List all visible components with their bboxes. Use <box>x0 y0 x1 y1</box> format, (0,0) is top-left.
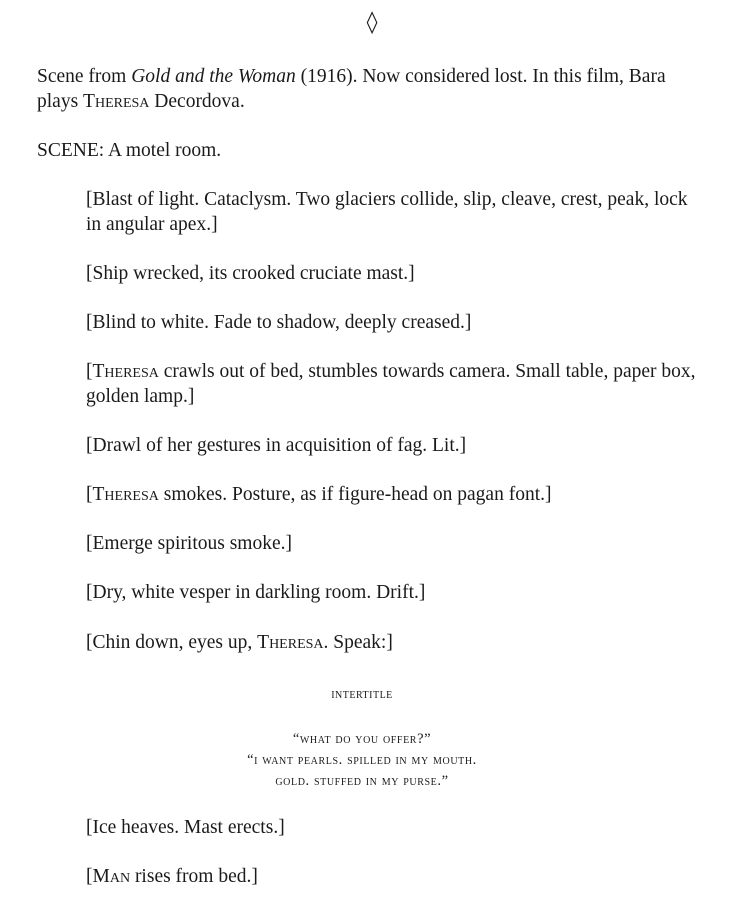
intertitle-line: “i want pearls. spilled in my mouth. <box>247 752 477 768</box>
scene-heading: SCENE: A motel room. <box>37 140 222 161</box>
stage-direction: [Man rises from bed.] <box>86 866 258 887</box>
intertitle-line: gold. stuffed in my purse.” <box>275 773 449 789</box>
stage-direction: [Emerge spiritous smoke.] <box>86 533 292 554</box>
character-name: Theresa <box>92 361 159 382</box>
stage-direction: [Ice heaves. Mast erects.] <box>86 817 285 838</box>
intro-suffix: Decordova. <box>149 90 245 112</box>
character-name: Theresa <box>83 90 150 112</box>
stage-direction: [Ship wrecked, its crooked cruciate mast.] <box>86 263 415 284</box>
stage-direction: [Blind to white. Fade to shadow, deeply creased.] <box>86 312 472 333</box>
character-name: Theresa <box>257 632 324 653</box>
intertitle-line: “what do you offer?” <box>292 731 432 747</box>
stage-direction: [Theresa smokes. Posture, as if figure-head on pagan font.] <box>86 484 552 505</box>
stage-direction: [Chin down, eyes up, Theresa. Speak:] <box>86 632 393 653</box>
stage-direction: [Theresa crawls out of bed, stumbles towards camera. Small table, paper box, golden lamp.] <box>86 361 696 407</box>
diamond-ornament-icon: ◊ <box>366 10 378 35</box>
character-name: Theresa <box>92 484 159 505</box>
intro-paragraph <box>37 65 697 114</box>
stage-direction: [Blast of light. Cataclysm. Two glaciers collide, slip, cleave, crest, peak, lock in angular apex.] <box>86 189 688 235</box>
film-title: Gold and the Woman <box>131 66 296 87</box>
stage-direction: [Drawl of her gestures in acquisition of fag. Lit.] <box>86 435 467 456</box>
intro-middle: (1916). Now considered lost. In this film, Bara plays <box>37 66 666 112</box>
stage-direction: [Dry, white vesper in darkling room. Drift.] <box>86 582 426 603</box>
character-name: Man <box>92 866 131 887</box>
intertitle-label: intertitle <box>331 686 393 702</box>
intro-prefix: Scene from <box>37 66 132 87</box>
